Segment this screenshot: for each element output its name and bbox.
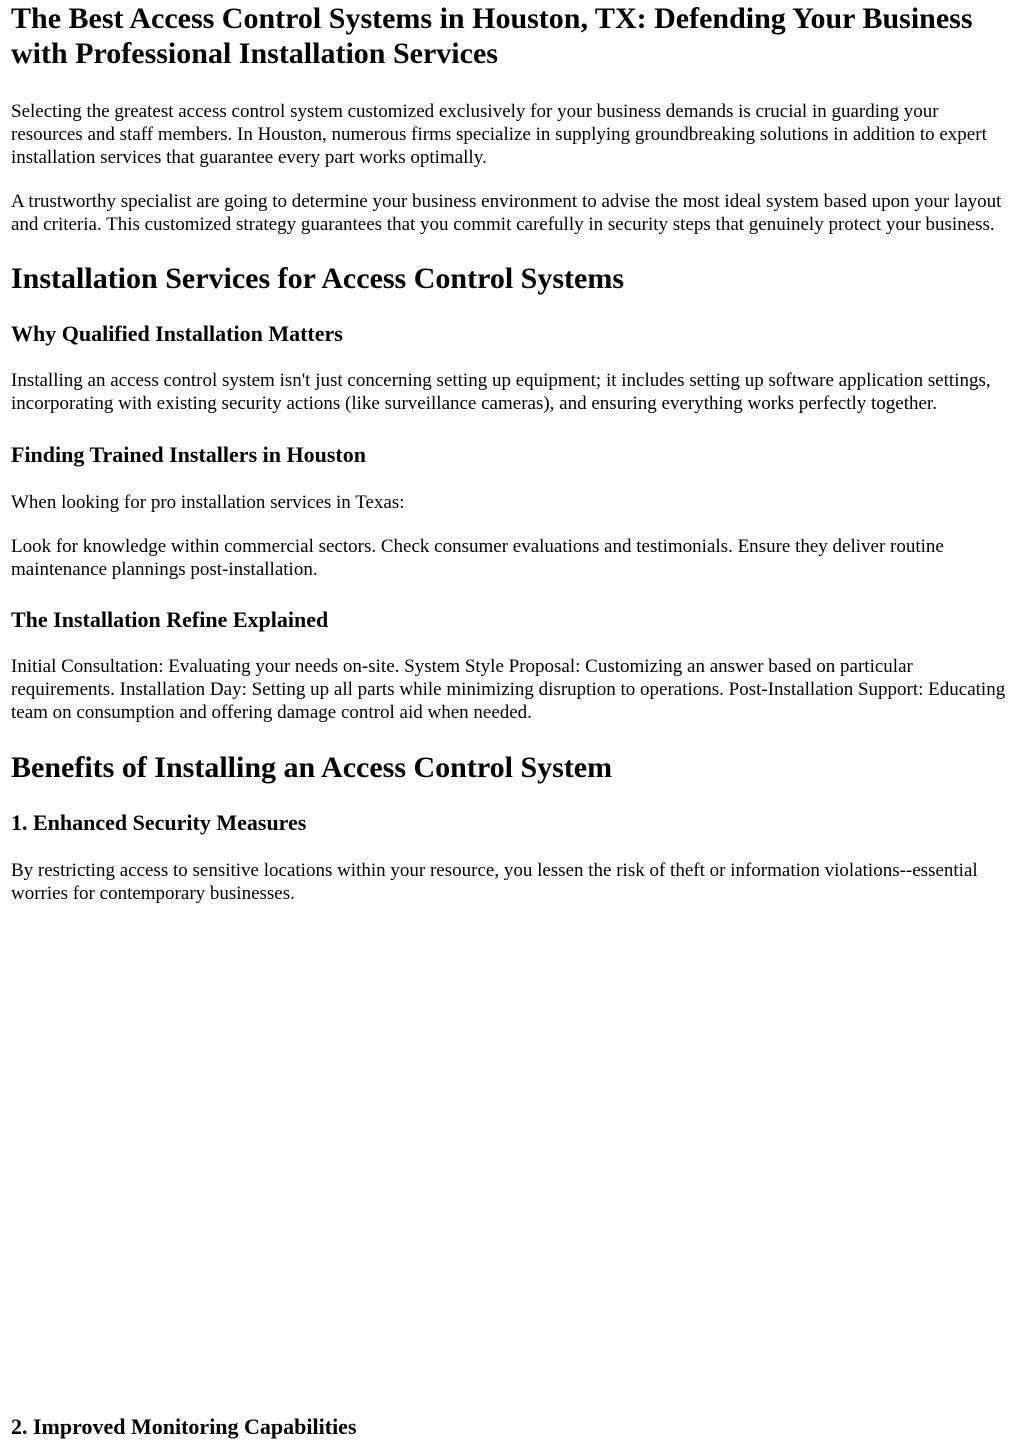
intro-paragraph-2: A trustworthy specialist are going to determine your business environment to advise the most ideal system based upon your layout and criteria. This customized strategy guarantees that you commit carefully in security steps that genuinely protect your business. [11, 191, 1002, 235]
improved-monitoring-heading: 2. Improved Monitoring Capabilities [11, 1414, 357, 1439]
finding-installers-heading: Finding Trained Installers in Houston [11, 442, 366, 467]
why-qualified-paragraph: Installing an access control system isn't just concerning setting up equipment; it includes setting up software application settings, incorporating with existing security actions (like surveillance cameras), and ensuring everything works perfectly together. [11, 370, 991, 414]
finding-installers-paragraph: Look for knowledge within commercial sectors. Check consumer evaluations and testimonials. Ensure they deliver routine maintenance plannings post-installation. [11, 536, 944, 580]
finding-installers-intro: When looking for pro installation services in Texas: [11, 492, 405, 513]
enhanced-security-heading: 1. Enhanced Security Measures [11, 810, 307, 835]
installation-refine-paragraph: Initial Consultation: Evaluating your needs on-site. System Style Proposal: Customizing an answer based on particular requirements. Installation Day: Setting up all parts while minimizing disruption to operations. Post-Installation Support: Educating team on consumption and offering damage control aid when needed. [11, 656, 1006, 723]
intro-paragraph-1: Selecting the greatest access control system customized exclusively for your business demands is crucial in guarding your resources and staff members. In Houston, numerous firms specialize in supplying groundbreaking solutions in addition to expert installation services that guarantee every part works optimally. [11, 101, 987, 168]
benefits-section-heading: Benefits of Installing an Access Control System [11, 751, 613, 784]
installation-refine-heading: The Installation Refine Explained [11, 607, 329, 632]
installation-section-heading: Installation Services for Access Control Systems [11, 262, 625, 295]
why-qualified-heading: Why Qualified Installation Matters [11, 321, 343, 346]
enhanced-security-paragraph: By restricting access to sensitive locations within your resource, you lessen the risk of theft or information violations--essential worries for contemporary businesses. [11, 860, 978, 904]
article-title: The Best Access Control Systems in Houston, TX: Defending Your Business with Professional Installation Services [11, 2, 973, 70]
